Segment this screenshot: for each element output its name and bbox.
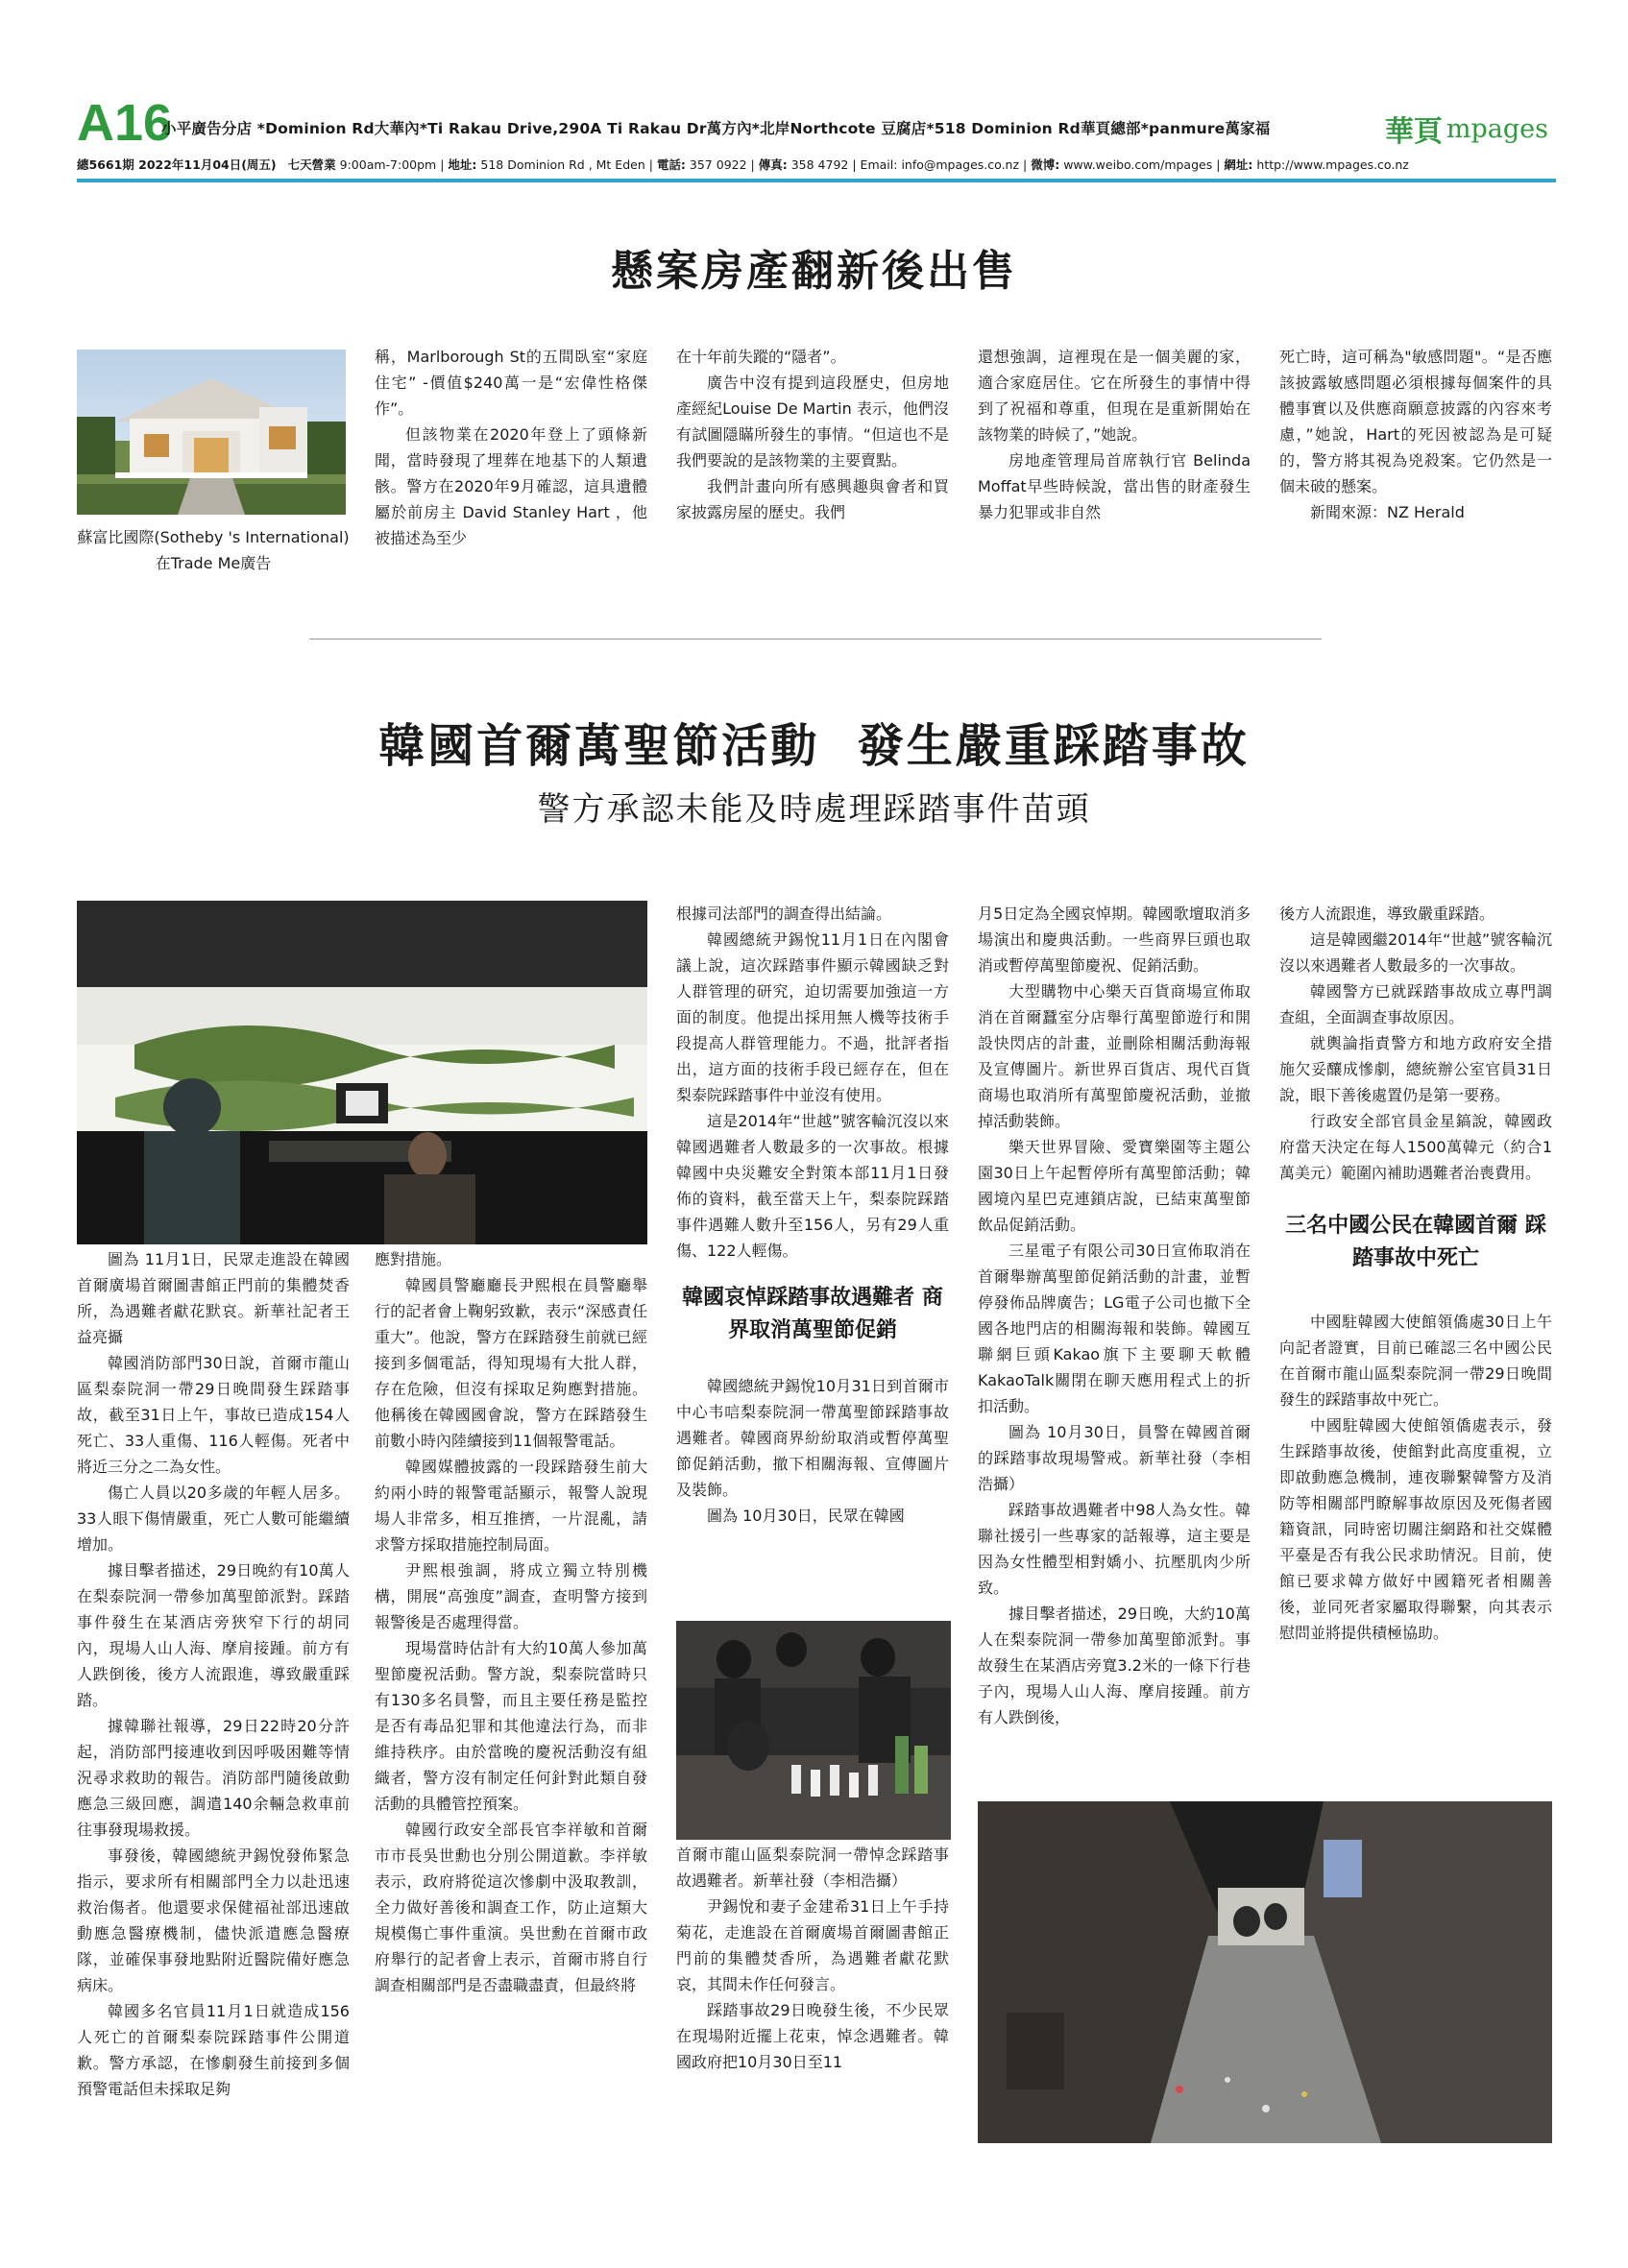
fax-label: 傳真: (758, 157, 788, 172)
publication-info: 總5661期 2022年11月04日(周五) 七天營業 9:00am-7:00pm | 地址: 518 Dominion Rd , Mt Eden | 電話: 357 0922 | 傳真: 358 4792 | Email: info@mpages.co.nz | 微博: www.weibo.com/mpages | 網址: http://www.mpages.co.nz (77, 157, 1409, 172)
photo-caption: 圖為 10月30日，員警在韓國首爾的踩踏事故現場警戒。新華社發（李相浩攝） (978, 1423, 1251, 1493)
paragraph: 在十年前失蹤的“隱者”。 (676, 348, 846, 366)
page-number: A16 (77, 94, 173, 152)
email: info@mpages.co.nz (901, 157, 1020, 172)
paragraph: 韓國多名官員11月1日就造成156人死亡的首爾梨泰院踩踏事件公開道歉。警方承認，在慘劇發生前接到多個預警電話但未採取足夠 (77, 2002, 350, 2098)
memorial-image (77, 901, 647, 1244)
phone: 357 0922 (689, 157, 747, 172)
paragraph: 據目擊者描述，29日晚，大約10萬人在梨泰院洞一帶參加萬聖節派對。事故發生在某酒店旁寬3.2米的一條下行巷子內，現場人山人海、摩肩接踵。前方有人跌倒後， (978, 1604, 1251, 1726)
subheading-chinese-citizens: 三名中國公民在韓國首爾 踩踏事故中死亡 (1285, 1213, 1546, 1270)
paragraph: 據韓聯社報導，29日22時20分許起，消防部門接連收到因呼吸困難等情況尋求救助的報告。消防部門隨後啟動應急三級回應，調遣140余輛急救車前往事發現場救援。 (77, 1717, 350, 1839)
hours: 9:00am-7:00pm (339, 157, 437, 172)
subheading-mourning: 韓國哀悼踩踏事故遇難者 商界取消萬聖節促銷 (682, 1285, 943, 1342)
paragraph: 踩踏事故29日晚發生後，不少民眾在現場附近擺上花束，悼念遇難者。韓國政府把10月30日至11 (676, 2001, 949, 2071)
paragraph: 三星電子有限公司30日宣佈取消在首爾舉辦萬聖節促銷活動的計畫，並暫停發佈品牌廣告；LG電子公司也撤下全國各地門店的相關海報和裝飾。韓國互聯網巨頭Kakao旗下主要聊天軟體KakaoTalk關閉在聊天應用程式上的折扣活動。 (978, 1242, 1251, 1415)
memorial-photo (77, 901, 647, 1244)
hours-label: 七天營業 (287, 157, 336, 172)
article2-column-1 (77, 1246, 350, 2102)
paragraph: 廣告中沒有提到這段歷史，但房地產經紀Louise De Martin 表示，他們沒有試圖隱瞞所發生的事情。“但這也不是我們要說的是該物業的主要賣點。 (676, 374, 949, 470)
weibo-label: 微博: (1031, 157, 1060, 172)
masthead (77, 96, 1556, 187)
house-image (77, 350, 346, 515)
paragraph: 根據司法部門的調查得出結論。 (676, 905, 892, 923)
masthead-rule (77, 179, 1556, 182)
paragraph: 韓國媒體披露的一段踩踏發生前大約兩小時的報警電話顯示，報警人說現場人非常多，相互推擠，一片混亂，請求警方採取措施控制局面。 (375, 1458, 647, 1554)
paragraph: 後方人流跟進，導致嚴重踩踏。 (1279, 905, 1495, 923)
article2-column-4 (978, 901, 1251, 1730)
article2-title: 韓國首爾萬聖節活動 發生嚴重踩踏事故 (378, 719, 1250, 773)
paragraph: 行政安全部官員金星鎬說，韓國政府當天決定在每人1500萬韓元（約合1萬美元）範圍內補助遇難者治喪費用。 (1279, 1112, 1552, 1182)
article2-column-2 (375, 1246, 647, 1998)
paragraph: 大型購物中心樂天百貨商場宣佈取消在首爾蠶室分店舉行萬聖節遊行和開設快閃店的計畫，並刪除相關活動海報及宣傳圖片。新世界百貨店、現代百貨商場也取消所有萬聖節慶祝活動，並撤掉活動裝飾。 (978, 982, 1251, 1130)
article1-column-5 (1279, 344, 1552, 525)
paragraph: 中國駐韓國大使館領僑處表示，發生踩踏事故後，使館對此高度重視，立即啟動應急機制，連夜聯繫韓警方及消防等相關部門瞭解事故原因及死傷者國籍資訊，同時密切關注網路和社交媒體平臺是否有我公民求助情況。目前，使館已要求韓方做好中國籍死者相關善後，並同死者家屬取得聯繫，向其表示慰問並將提供積極協助。 (1279, 1416, 1552, 1642)
candles-photo (676, 1621, 951, 1840)
paragraph: 尹熙根強調，將成立獨立特別機構，開展“高強度”調查，查明警方接到報警後是否處理得當。 (375, 1561, 647, 1631)
article1-column-3 (676, 344, 949, 525)
phone-label: 電話: (656, 157, 686, 172)
paragraph: 韓國消防部門30日說，首爾市龍山區梨泰院洞一帶29日晚間發生踩踏事故，截至31日上午，事故已造成154人死亡、33人重傷、116人輕傷。死者中將近三分之二為女性。 (77, 1354, 350, 1476)
paragraph: 月5日定為全國哀悼期。韓國歌壇取消多場演出和慶典活動。一些商界巨頭也取消或暫停萬聖節慶祝、促銷活動。 (978, 905, 1251, 975)
logo-mark: 華頁 (1384, 115, 1443, 149)
paragraph: 這是2014年“世越”號客輪沉沒以來韓國遇難者人數最多的一次事故。根據韓國中央災難安全對策本部11月1日發佈的資料，截至當天上午，梨泰院踩踏事件遇難人數升至156人，另有29人重傷、122人輕傷。 (676, 1112, 949, 1260)
house-photo-caption: 蘇富比國際(Sotheby 's International)在Trade Me廣告 (77, 528, 350, 572)
paragraph: 應對措施。 (375, 1250, 452, 1268)
article1-column-2 (375, 344, 647, 551)
paragraph: 據目擊者描述，29日晚約有10萬人在梨泰院洞一帶參加萬聖節派對。踩踏事件發生在某酒店旁狹窄下行的胡同內，現場人山人海、摩肩接踵。前方有人跌倒後，後方人流跟進，導致嚴重踩踏。 (77, 1561, 350, 1709)
house-photo (77, 350, 346, 515)
article2-column-3-cont (676, 1842, 949, 2075)
article2-column-5 (1279, 901, 1552, 1646)
news-source: 新聞來源：NZ Herald (1310, 503, 1465, 521)
paragraph: 現場當時估計有大約10萬人參加萬聖節慶祝活動。警方說，梨泰院當時只有130多名員警，而且主要任務是監控是否有毒品犯罪和其他違法行為，而非維持秩序。由於當晚的慶祝活動沒有組織者，警方沒有制定任何針對此類自發活動的具體管控預案。 (375, 1639, 647, 1813)
photo-caption: 首爾市龍山區梨泰院洞一帶悼念踩踏事故遇難者。新華社發（李相浩攝） (676, 1846, 949, 1890)
store-locations: 小平廣告分店 *Dominion Rd大華內*Ti Rakau Drive,290A Ti Rakau Dr萬方內*北岸Northcote 豆腐店*518 Dominion Rd華頁總部*panmure萬家福 (161, 120, 1271, 137)
address: 518 Dominion Rd , Mt Eden (480, 157, 645, 172)
paragraph: 樂天世界冒險、愛寶樂園等主題公園30日上午起暫停所有萬聖節活動；韓國境內星巴克連鎖店說，已結束萬聖節飲品促銷活動。 (978, 1138, 1251, 1234)
paragraph: 尹錫悅和妻子金建希31日上午手持菊花，走進設在首爾廣場首爾圖書館正門前的集體焚香所，為遇難者獻花默哀，其間未作任何發言。 (676, 1897, 949, 1993)
alley-image (978, 1801, 1552, 2143)
article1-column-4 (978, 344, 1251, 525)
paragraph: 韓國警方已就踩踏事故成立專門調查組，全面調查事故原因。 (1279, 982, 1552, 1026)
candles-image (676, 1621, 951, 1840)
paragraph: 死亡時，這可稱為"敏感問題"。“是否應該披露敏感問題必須根據每個案件的具體事實以及供應商願意披露的內容來考慮，”她說，Hart的死因被認為是可疑的，警方將其視為兇殺案。它仍然是一個未破的懸案。 (1279, 348, 1552, 495)
paragraph: 房地產管理局首席執行官 Belinda Moffat早些時候說，當出售的財產發生暴力犯罪或非自然 (978, 451, 1251, 521)
paragraph: 韓國行政安全部長官李祥敏和首爾市市長吳世勳也分別公開道歉。李祥敏表示，政府將從這次慘劇中汲取教訓，全力做好善後和調查工作，防止這類大規模傷亡事件重演。吳世勳在首爾市政府舉行的記者會上表示，首爾市將自行調查相關部門是否盡職盡責，但最終將 (375, 1821, 647, 1994)
paragraph: 踩踏事故遇難者中98人為女性。韓聯社援引一些專家的話報導，這主要是因為女性體型相對嬌小、抗壓肌肉少所致。 (978, 1501, 1251, 1597)
web-label: 網址: (1224, 157, 1253, 172)
issue-info: 總5661期 2022年11月04日(周五) (77, 157, 277, 172)
address-label: 地址: (448, 157, 477, 172)
paragraph: 這是韓國繼2014年“世越”號客輪沉沒以來遇難者人數最多的一次事故。 (1279, 930, 1552, 975)
alley-photo (978, 1801, 1552, 2143)
website: http://www.mpages.co.nz (1256, 157, 1409, 172)
paragraph: 韓國總統尹錫悅11月1日在內閣會議上說，這次踩踏事件顯示韓國缺乏對人群管理的研究，迫切需要加強這一方面的制度。他提出採用無人機等技術手段提高人群管理能力。不過，批評者指出，這方面的技術手段已經存在，但在梨泰院踩踏事件中並沒有使用。 (676, 930, 949, 1104)
paragraph: 但該物業在2020年登上了頭條新聞，當時發現了埋葬在地基下的人類遺骸。警方在2020年9月確認，這具遺體屬於前房主 David Stanley Hart ，他被描述為至少 (375, 425, 647, 547)
fax: 358 4792 (790, 157, 849, 172)
paragraph: 就輿論指責警方和地方政府安全措施欠妥釀成慘劇，總統辦公室官員31日說，眼下善後處置仍是第一要務。 (1279, 1034, 1552, 1104)
paragraph: 傷亡人員以20多歲的年輕人居多。33人眼下傷情嚴重，死亡人數可能繼續增加。 (77, 1484, 350, 1554)
paragraph: 我們計畫向所有感興趣與會者和買家披露房屋的歷史。我們 (676, 477, 949, 521)
email-label: Email: (860, 157, 898, 172)
paragraph: 稱，Marlborough St的五間臥室“家庭住宅” -價值$240萬一是“宏偉性格傑作”。 (375, 348, 647, 418)
paragraph: 韓國總統尹錫悅10月31日到首爾市中心韦唁梨泰院洞一帶萬聖節踩踏事故遇難者。韓國商界紛紛取消或暫停萬聖節促銷活動，撤下相關海報、宣傳圖片及裝飾。 (676, 1377, 949, 1499)
weibo: www.weibo.com/mpages (1063, 157, 1213, 172)
photo-caption: 圖為 11月1日，民眾走進設在韓國首爾廣場首爾圖書館正門前的集體焚香所，為遇難者獻花默哀。新華社記者王益亮攝 (77, 1250, 350, 1346)
photo-caption: 圖為 10月30日，民眾在韓國 (707, 1507, 905, 1525)
mpages-logo (1385, 108, 1548, 150)
article2-column-3 (676, 901, 949, 1529)
paragraph: 事發後，韓國總統尹錫悅發佈緊急指示，要求所有相關部門全力以赴迅速救治傷者。他還要求保健福祉部迅速啟動應急醫療機制，儘快派遣應急醫療隊，並確保事發地點附近醫院備好應急病床。 (77, 1846, 350, 1994)
paragraph: 還想強調，這裡現在是一個美麗的家，適合家庭居住。它在所發生的事情中得到了祝福和尊重，但現在是重新開始在該物業的時候了，”她說。 (978, 348, 1251, 444)
article2-subtitle: 警方承認未能及時處理踩踏事件苗頭 (537, 790, 1091, 829)
logo-text: mpages (1446, 113, 1548, 144)
paragraph: 韓國員警廳廳長尹熙根在員警廳舉行的記者會上鞠躬致歉，表示“深感責任重大”。他說，警方在踩踏發生前就已經接到多個電話，得知現場有大批人群，存在危險，但沒有採取足夠應對措施。他稱後在韓國國會說，警方在踩踏發生前數小時內陸續接到11個報警電話。 (375, 1276, 647, 1450)
article1-title: 懸案房產翻新後出售 (611, 247, 1017, 296)
paragraph: 中國駐韓國大使館領僑處30日上午向記者證實，目前已確認三名中國公民在首爾市龍山區梨泰院洞一帶29日晚間發生的踩踏事故中死亡。 (1279, 1313, 1552, 1409)
